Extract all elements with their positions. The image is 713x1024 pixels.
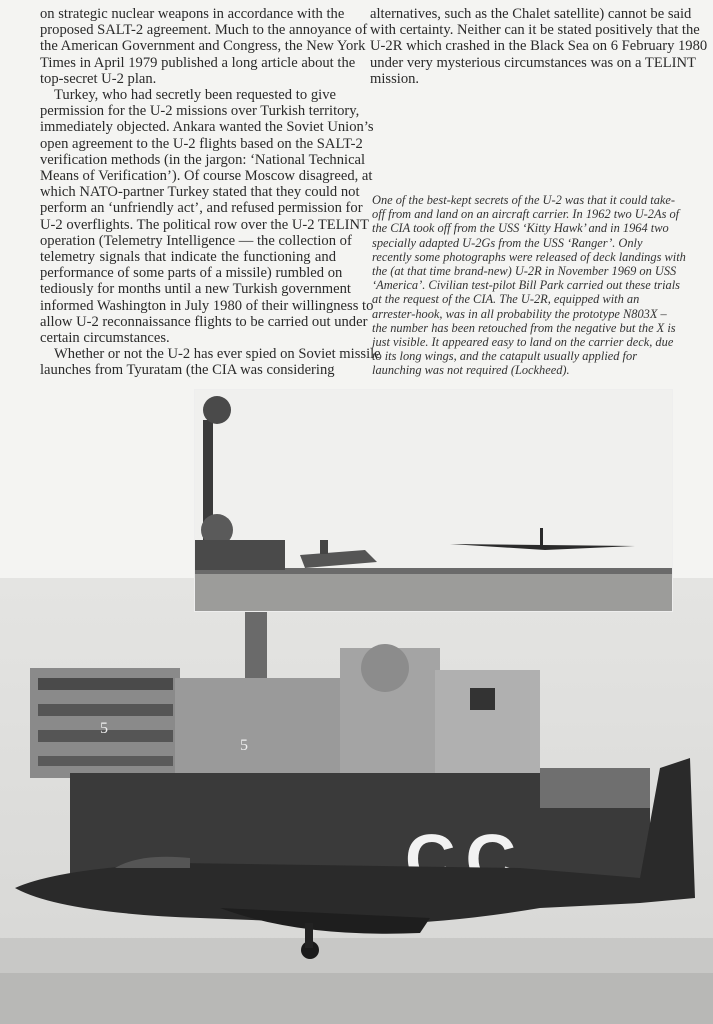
text-line: Means of Verification’). Of course Moscow disagreed, at xyxy=(40,168,373,185)
text-line: informed Washington in July 1980 of their willingness to xyxy=(40,297,374,314)
text-line: performance of some parts of a missile) rumbled on xyxy=(40,265,343,282)
caption-line: ‘America’. Civilian test-pilot Bill Park carried out these trials xyxy=(372,278,680,293)
text-line: permission for the U-2 missions over Turkish territory, xyxy=(40,103,360,120)
text-line: U-2R which crashed in the Black Sea on 6 February 1980 xyxy=(370,38,708,55)
caption-line: the number has been retouched from the negative but the X is xyxy=(372,320,676,335)
text-line: tediously for months until a new Turkish government xyxy=(40,281,351,298)
text-line: perform an ‘unfriendly act’, and refused permission for xyxy=(40,200,363,217)
text-line: proposed SALT-2 agreement. Much to the annoyance of xyxy=(40,22,368,39)
caption-line: at the request of the CIA. The U-2R, equipped with an xyxy=(372,292,640,307)
caption-line: the (at that time brand-new) U-2R in November 1969 on USS xyxy=(372,264,677,279)
text-line: operation (Telemetry Intelligence — the collection of xyxy=(40,232,352,249)
text-line: mission. xyxy=(370,70,420,87)
caption-line: launching was not required (Lockheed). xyxy=(372,363,570,378)
caption-line: the CIA took off from the USS ‘Kitty Hawk’ and in 1964 two xyxy=(372,221,669,236)
hull-marking: CC xyxy=(405,820,527,898)
text-line: immediately objected. Ankara wanted the Soviet Union’s xyxy=(40,119,374,136)
text-line: certain circumstances. xyxy=(40,330,170,347)
text-line: telemetry signals that indicate the functioning and xyxy=(40,249,336,266)
island-number: 5 xyxy=(100,720,108,737)
caption-line: off from and land on an aircraft carrier. In 1962 two U-2As of xyxy=(372,207,680,222)
deck-landing-inset-photo xyxy=(194,389,673,612)
text-line: alternatives, such as the Chalet satellite) cannot be said xyxy=(370,6,692,22)
text-line: the American Government and Congress, the New York xyxy=(40,38,366,55)
carrier-u2-photo xyxy=(0,578,713,1024)
caption-line: One of the best-kept secrets of the U-2 was that it could take- xyxy=(372,193,676,207)
right-text-column xyxy=(370,6,708,87)
left-text-column xyxy=(40,6,381,379)
caption-line: specially adapted U-2Gs from the USS ‘Ranger’. Only xyxy=(372,235,643,250)
caption-line: arrester-hook, was in all probability the prototype N803X – xyxy=(372,306,667,321)
text-line: Turkey, who had secretly been requested to give xyxy=(54,87,336,104)
text-line: Whether or not the U-2 has ever spied on Soviet missile xyxy=(54,346,381,363)
caption-line: just visible. It appeared easy to land on the carrier deck, due xyxy=(372,335,674,350)
text-line: top-secret U-2 plan. xyxy=(40,70,157,87)
text-line: launches from Tyuratam (the CIA was considering xyxy=(40,362,335,379)
text-line: with certainty. Neither can it be stated positively that the xyxy=(370,22,700,39)
caption-line: recently some photographs were released of deck landings with xyxy=(372,249,686,264)
text-line: on strategic nuclear weapons in accordance with the xyxy=(40,6,345,22)
island-number-2: 5 xyxy=(240,737,248,754)
text-line: verification methods (in the jargon: ‘National Technical xyxy=(40,151,366,168)
text-line: which NATO-partner Turkey stated that they could not xyxy=(40,184,360,201)
text-line: Times in April 1979 published a long article about the xyxy=(40,54,356,71)
text-line: U-2 overflights. The political row over the U-2 TELINT xyxy=(40,216,369,233)
caption-line: to its long wings, and the catapult usually applied for xyxy=(372,349,638,364)
text-line: under very mysterious circumstances was on a TELINT xyxy=(370,54,696,71)
text-line: open agreement to the U-2 flights based on the SALT-2 xyxy=(40,135,363,152)
photo-caption xyxy=(372,193,686,378)
text-line: allow U-2 reconnaissance flights to be carried out under xyxy=(40,313,368,330)
